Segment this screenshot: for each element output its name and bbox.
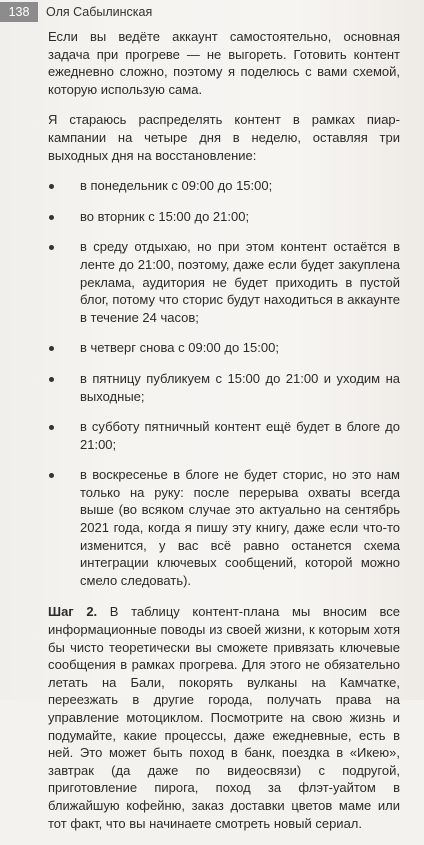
bullet-icon (49, 346, 54, 351)
paragraph-intro: Если вы ведёте аккаунт самостоятельно, основная задача при прогреве — не выгореть. Готовить контент ежедневно сложно, поэтому я поделюсь с вами схемой, которую использую сама. (48, 29, 400, 97)
step-text: В таблицу контент-плана мы вносим все информационные поводы из своей жизни, к которым хотя бы чисто теоретически вы сможете привязать ключевые сообщения в рамках прогрева. Для этого не обязательно летать на Бали, покорять вулканы на Камчатке, переезжать в другие города, получать права на управление мотоциклом. Посмотрите на свою жизнь и подумайте, какие процессы, даже ежедневные, есть в ней. Это может быть поход в банк, поездка в «Икею», завтрак (да даже по видеосвязи) с подругой, приготовление пирога, поход за флэт-уайтом в ближайшую кофейню, заказ доставки цветов маме или тот факт, что вы начинаете смотреть новый сериал. (48, 604, 400, 831)
running-head-author: Оля Сабылинская (46, 5, 153, 19)
list-item (48, 208, 400, 226)
list-item (48, 339, 400, 357)
bullet-icon (49, 245, 54, 250)
page-number: 138 (0, 2, 38, 22)
list-item-text: в субботу пятничный контент ещё будет в блоге до 21:00; (80, 419, 400, 452)
list-item-text: в воскресенье в блоге не будет сторис, но это нам только на руку: после перерыва охваты всегда выше (во всяком случае это актуально на сентябрь 2021 года, когда я пишу эту книгу, даже если что-то изменится, у вас всё равно останется схема интеграции ключевых сообщений, которой можно смело следовать). (80, 467, 400, 588)
bullet-icon (49, 473, 54, 478)
bullet-icon (49, 215, 54, 220)
list-item (48, 466, 400, 589)
list-item-text: в четверг снова с 09:00 до 15:00; (80, 340, 279, 356)
list-item (48, 418, 400, 453)
list-item-text: в пятницу публикуем с 15:00 до 21:00 и уходим на выходные; (80, 370, 400, 404)
list-item (48, 370, 400, 405)
list-item-text: во вторник с 15:00 до 21:00; (80, 208, 250, 224)
list-item-text: в среду отдыхаю, но при этом контент остаётся в ленте до 21:00, поэтому, даже если будет закуплена реклама, аудитория не будет приходить в пустой блог, потому что сторис будут находиться в аккаунте в течение 24 часов; (80, 239, 400, 325)
bullet-icon (49, 377, 54, 382)
body-text (48, 28, 400, 845)
bullet-icon (49, 425, 54, 430)
schedule-list (48, 177, 400, 589)
list-item-text: в понедельник с 09:00 до 15:00; (80, 178, 273, 194)
page-header (0, 2, 424, 24)
paragraph-schedule-intro: Я стараюсь распределять контент в рамках пиар-кампании на четыре дня в неделю, оставляя три выходных дня на восстановление: (48, 112, 400, 163)
list-item (48, 177, 400, 195)
paragraph-step-2 (48, 603, 400, 832)
step-label: Шаг 2. (48, 604, 98, 620)
list-item (48, 238, 400, 326)
bullet-icon (49, 184, 54, 189)
